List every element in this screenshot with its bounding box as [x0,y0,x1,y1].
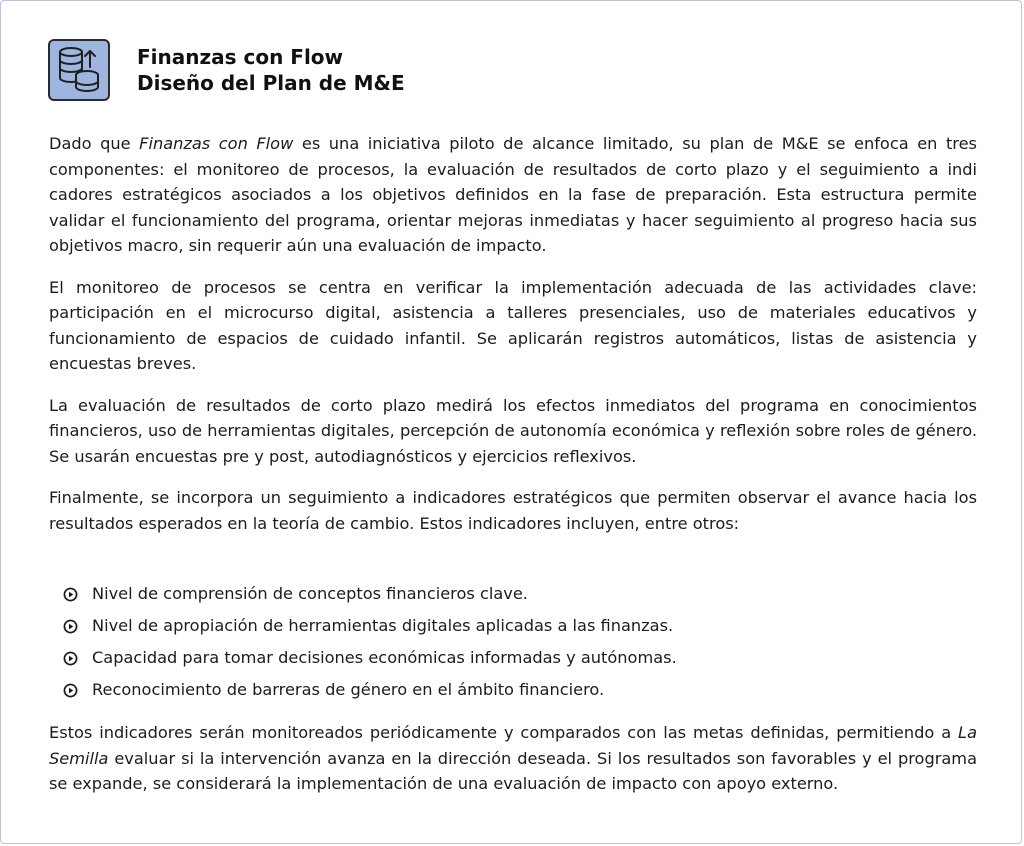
play-circle-icon [63,619,78,634]
paragraph-process-monitoring: El monitoreo de procesos se centra en verificar la implementación adecuada de las actividades clave: participación en el microcurso digital, asistencia a talleres presenciales, uso de materiales educativos y funcionamiento de espacios de cuidado infantil. Se aplicarán registros automáticos, listas de asistencia y encuestas breves. [49,277,977,373]
organization-name: La Semilla [49,723,977,768]
program-name: Finanzas con Flow [139,134,294,153]
play-circle-icon [63,683,78,698]
indicator-list [49,578,977,706]
paragraph-intro: Dado que Finanzas con Flow es una iniciativa piloto de alcance limitado, su plan de M&E se enfoca en tres componentes: el monitoreo de procesos, la evaluación de resultados de corto plazo y el seguimiento a indi cadores estratégicos asociados a los objetivos definidos en la fase de preparación. Esta estructura permite validar el funcionamiento del programa, orientar mejoras inmediatas y hacer seguimiento al progreso hacia sus objetivos macro, sin requerir aún una evaluación de impacto. [49,134,977,255]
list-item: Capacidad para tomar decisiones económicas informadas y autónomas. [49,642,977,674]
play-circle-icon [63,651,78,666]
list-item: Nivel de comprensión de conceptos financieros clave. [49,578,977,610]
document-subtitle: Diseño del Plan de M&E [137,71,405,95]
document-title: Finanzas con Flow [137,45,344,69]
document-body [49,131,977,813]
paragraph-strategic-indicators: Finalmente, se incorpora un seguimiento a indicadores estratégicos que permiten observar el avance hacia los resultados esperados en la teoría de cambio. Estos indicadores incluyen, entre otros: [49,488,977,533]
paragraph-short-term-evaluation: La evaluación de resultados de corto plazo medirá los efectos inmediatos del programa en conocimientos financieros, uso de herramientas digitales, percepción de autonomía económica y reflexión sobre roles de género. Se usarán encuestas pre y post, autodiagnósticos y ejercicios reflexivos. [49,395,977,466]
list-item: Nivel de apropiación de herramientas digitales aplicadas a las finanzas. [49,610,977,642]
paragraph-conclusion: Estos indicadores serán monitoreados periódicamente y comparados con las metas definidas, permitiendo a La Semilla evaluar si la intervención avanza en la dirección deseada. Si los resultados son favorables y el programa se expande, se considerará la implementación de una evaluación de impacto con apoyo externo. [49,723,977,793]
play-circle-icon [63,587,78,602]
document-header [48,39,405,101]
list-item: Reconocimiento de barreras de género en el ámbito financiero. [49,674,977,706]
finance-coins-chart-icon [48,39,110,101]
